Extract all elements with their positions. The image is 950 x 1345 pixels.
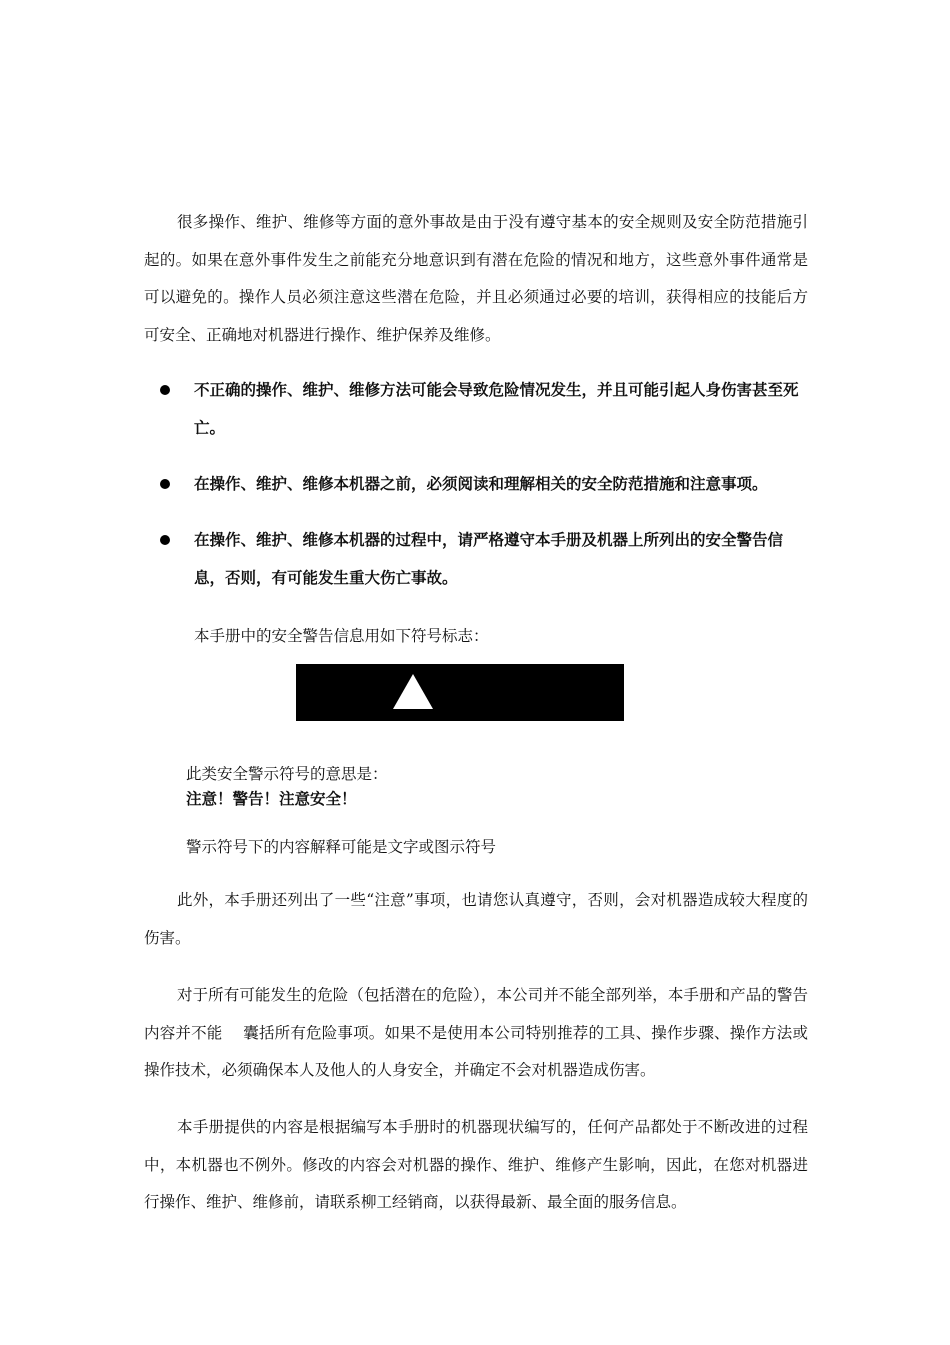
bullet-item [160,521,808,601]
bullet-dot [160,385,170,395]
bullet-dot [160,479,170,489]
bullet-text: 不正确的操作、维护、维修方法可能会导致危险情况发生，并且可能引起人身伤害甚至死亡。 [194,380,799,437]
notice-paragraph: 此外，本手册还列出了一些“注意”事项，也请您认真遵守，否则，会对机器造成较大程度的伤害。 [144,891,808,947]
bullet-item [160,371,808,451]
safety-intro-paragraph: 很多操作、维护、维修等方面的意外事故是由于没有遵守基本的安全规则及安全防范措施引起的。如果在意外事件发生之前能充分地意识到有潜在危险的情况和地方，这些意外事件通常是可以避免的。操作人员必须注意这些潜在危险，并且必须通过必要的培训，获得相应的技能后方可安全、正确地对机器进行操作、维护保养及维修。 [144,213,808,344]
hazard-disclaimer-paragraph: 对于所有可能发生的危险（包括潜在的危险），本公司并不能全部列举，本手册和产品的警告内容并不能 囊括所有危险事项。如果不是使用本公司特别推荐的工具、操作步骤、操作方法或操作技术，必须确保本人及他人的人身安全，并确定不会对机器造成伤害。 [144,986,808,1079]
safety-alert-banner [296,664,624,721]
bullet-item [160,465,808,505]
symbol-intro-text: 本手册中的安全警告信息用如下符号标志： [194,627,489,645]
bullet-text: 在操作、维护、维修本机器的过程中，请严格遵守本手册及机器上所列出的安全警告信息，否则，有可能发生重大伤亡事故。 [194,530,784,587]
symbol-explanation-text: 警示符号下的内容解释可能是文字或图示符号 [186,838,497,856]
warning-triangle-icon [393,674,433,709]
manual-update-paragraph: 本手册提供的内容是根据编写本手册时的机器现状编写的，任何产品都处于不断改进的过程中，本机器也不例外。修改的内容会对机器的操作、维护、维修产生影响，因此，在您对机器进行操作、维护、维修前，请联系柳工经销商，以获得最新、最全面的服务信息。 [144,1118,808,1211]
symbol-meaning-text: 注意！警告！注意安全！ [186,789,357,808]
bullet-text: 在操作、维护、维修本机器之前，必须阅读和理解相关的安全防范措施和注意事项。 [194,474,768,493]
bullet-dot [160,535,170,545]
symbol-meaning-label: 此类安全警示符号的意思是： [186,765,388,783]
